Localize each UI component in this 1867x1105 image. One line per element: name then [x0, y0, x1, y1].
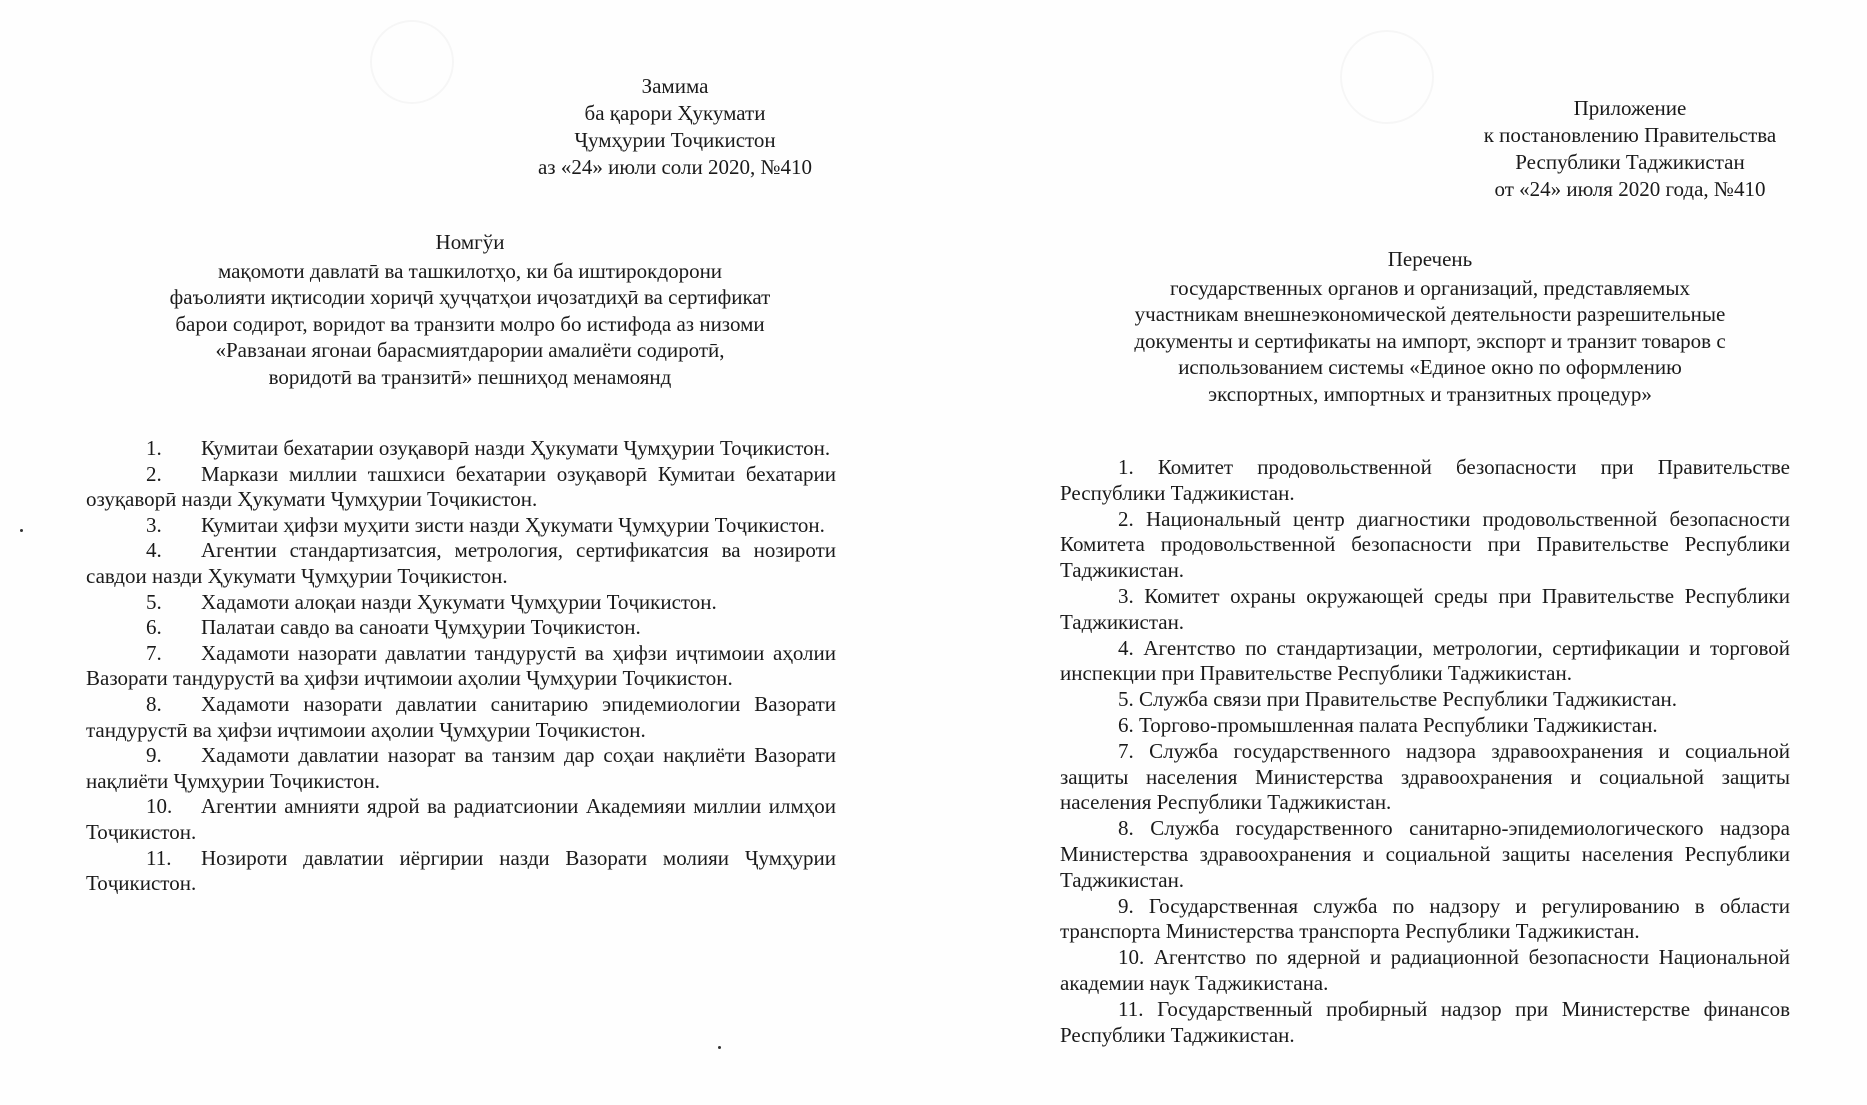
- item-text: Агентство по ядерной и радиационной безопасности Национальной академии наук Таджикистана.: [1060, 945, 1790, 995]
- item-text: Государственный пробирный надзор при Министерстве финансов Республики Таджикистан.: [1060, 996, 1790, 1047]
- item-number: 9.: [1118, 893, 1134, 918]
- item-text: Агентии амнияти ядрой ва радиатсионии Академияи миллии илмҳои Тоҷикистон.: [86, 794, 836, 844]
- list-item: [86, 590, 836, 616]
- item-text: Хадамоти алоқаи назди Ҳукумати Ҷумҳурии Тоҷикистон.: [201, 589, 717, 614]
- scan-speck: [20, 529, 23, 532]
- list-item: [86, 743, 836, 794]
- list-item: [1060, 997, 1790, 1049]
- item-text: Государственная служба по надзору и регулированию в области транспорта Министерства транспорта Республики Таджикистан.: [1060, 893, 1791, 944]
- emblem-bleed-through: [1340, 30, 1434, 124]
- list-item: [1060, 507, 1790, 584]
- tajik-page: [0, 0, 930, 1105]
- list-item: [86, 538, 836, 589]
- item-text: Нозироти давлатии иёргирии назди Вазорати молияи Ҷумҳурии Тоҷикистон.: [86, 845, 836, 896]
- russian-organization-list: [1060, 455, 1790, 1048]
- list-item: [86, 615, 836, 641]
- list-item: [1060, 584, 1790, 636]
- item-number: 1.: [146, 436, 162, 460]
- item-number: 11.: [1118, 996, 1144, 1021]
- item-number: 2.: [1118, 506, 1134, 531]
- item-text: Палатаи савдо ва саноати Ҷумҳурии Тоҷикистон.: [201, 615, 641, 640]
- emblem-bleed-through: [370, 20, 454, 104]
- header-line: к постановлению Правительства: [1483, 123, 1777, 147]
- list-item: [1060, 945, 1790, 997]
- list-item: [86, 794, 836, 845]
- item-number: 4.: [146, 538, 162, 563]
- item-text: Торгово-промышленная палата Республики Таджикистан.: [1139, 712, 1658, 737]
- item-number: 7.: [1118, 738, 1134, 763]
- header-line: ба қарори Ҳукумати: [584, 101, 766, 125]
- item-text: Хадамоти назорати давлатии тандурустӣ ва ҳифзи иҷтимоии аҳолии Вазорати тандурустӣ ва ҳифзи иҷтимоии аҳолии Ҷумҳурии Тоҷикистон.: [86, 640, 836, 691]
- item-text: Хадамоти давлатии назорат ва танзим дар соҳаи нақлиёти Вазорати нақлиёти Ҷумҳурии Тоҷикистон.: [86, 743, 836, 793]
- item-number: 5.: [146, 589, 162, 614]
- list-item: [86, 462, 836, 513]
- item-number: 10.: [146, 794, 173, 819]
- item-number: 7.: [146, 640, 162, 665]
- subtitle-line: участникам внешнеэкономической деятельности разрешительные: [1134, 302, 1726, 326]
- subtitle-line: фаъолияти иқтисодии хориҷӣ ҳуҷҷатҳои иҷозатдиҳӣ ва сертификат: [169, 285, 771, 309]
- document-title: Перечень: [1387, 247, 1473, 271]
- item-text: Национальный центр диагностики продовольственной безопасности Комитета продовольственной безопасности при Правительстве Республики Таджикистан.: [1060, 506, 1791, 583]
- header-line: аз «24» июли соли 2020, №410: [537, 155, 813, 179]
- list-item: [1060, 455, 1790, 507]
- item-number: 6.: [146, 615, 162, 640]
- list-item: [86, 641, 836, 692]
- item-number: 9.: [146, 743, 162, 768]
- list-item: [1060, 894, 1790, 946]
- item-text: Кумитаи ҳифзи муҳити зисти назди Ҳукумати Ҷумҳурии Тоҷикистон.: [201, 512, 825, 537]
- list-item: [1060, 739, 1790, 816]
- list-item: [86, 846, 836, 897]
- russian-appendix-header: [1450, 95, 1810, 203]
- subtitle-line: использованием системы «Единое окно по оформлению: [1178, 355, 1682, 379]
- item-text: Комитет продовольственной безопасности при Правительстве Республики Таджикистан.: [1060, 455, 1790, 505]
- item-text: Служба связи при Правительстве Республики Таджикистан.: [1139, 687, 1678, 712]
- item-number: 5.: [1118, 687, 1134, 712]
- header-line: Замима: [641, 74, 709, 98]
- item-number: 6.: [1118, 712, 1134, 737]
- document-title: Номгўи: [435, 230, 505, 254]
- scan-speck: [718, 1046, 721, 1049]
- item-number: 8.: [146, 691, 162, 716]
- item-number: 8.: [1118, 816, 1134, 841]
- list-item: [86, 436, 836, 462]
- subtitle-line: «Равзанаи ягонаи барасмиятдарории амалиёти содиротӣ,: [215, 338, 725, 362]
- russian-page: [930, 0, 1867, 1105]
- item-text: Агентство по стандартизации, метрологии, сертификации и торговой инспекции при Правительстве Республики Таджикистан.: [1060, 635, 1791, 686]
- item-text: Комитет охраны окружающей среды при Правительстве Республики Таджикистан.: [1060, 583, 1790, 634]
- tajik-organization-list: [86, 436, 836, 897]
- list-item: [1060, 687, 1790, 713]
- header-line: Республики Таджикистан: [1515, 150, 1745, 174]
- list-item: [1060, 636, 1790, 688]
- item-number: 10.: [1118, 945, 1145, 970]
- item-text: Агентии стандартизатсия, метрология, сертификатсия ва нозироти савдои назди Ҳукумати Ҷумҳурии Тоҷикистон.: [86, 538, 836, 588]
- subtitle-line: воридотӣ ва транзитӣ» пешниҳод менамоянд: [268, 364, 672, 389]
- subtitle-line: экспортных, импортных и транзитных процедур»: [1208, 381, 1652, 406]
- subtitle-line: документы и сертификаты на импорт, экспорт и транзит товаров с: [1134, 328, 1726, 353]
- item-number: 2.: [146, 461, 162, 486]
- item-text: Служба государственного надзора здравоохранения и социальной защиты населения Министерства здравоохранения и социальной защиты населения Республики Таджикистан.: [1060, 738, 1790, 815]
- item-text: Служба государственного санитарно-эпидемиологического надзора Министерства здравоохранения и социальной защиты населения Республики Таджикистан.: [1060, 816, 1791, 892]
- tajik-title-block: [80, 229, 860, 390]
- list-item: [1060, 816, 1790, 893]
- subtitle-line: барои содирот, воридот ва транзити молро бо истифода аз низоми: [175, 311, 765, 336]
- subtitle-line: мақомоти давлатӣ ва ташкилотҳо, ки ба иштирокдорони: [217, 258, 723, 283]
- item-number: 3.: [1118, 583, 1134, 608]
- item-number: 3.: [146, 512, 162, 537]
- item-number: 4.: [1118, 635, 1134, 660]
- header-line: Приложение: [1573, 96, 1687, 120]
- subtitle-line: государственных органов и организаций, представляемых: [1170, 275, 1690, 300]
- list-item: [86, 692, 836, 743]
- item-number: 11.: [146, 845, 172, 870]
- list-item: [1060, 713, 1790, 739]
- item-text: Кумитаи бехатарии озуқаворӣ назди Ҳукумати Ҷумҳурии Тоҷикистон.: [201, 436, 831, 460]
- tajik-appendix-header: [510, 73, 840, 181]
- item-text: Маркази миллии ташхиси бехатарии озуқаворӣ Кумитаи бехатарии озуқаворӣ назди Ҳукумати Ҷумҳурии Тоҷикистон.: [86, 461, 836, 512]
- list-item: [86, 513, 836, 539]
- russian-title-block: [1055, 246, 1805, 407]
- item-text: Хадамоти назорати давлатии санитарию эпидемиологии Вазорати тандурустӣ ва ҳифзи иҷтимоии аҳолии Ҷумҳурии Тоҷикистон.: [86, 691, 836, 742]
- item-number: 1.: [1118, 455, 1134, 479]
- header-line: Ҷумҳурии Тоҷикистон: [574, 128, 776, 152]
- header-line: от «24» июля 2020 года, №410: [1494, 177, 1766, 201]
